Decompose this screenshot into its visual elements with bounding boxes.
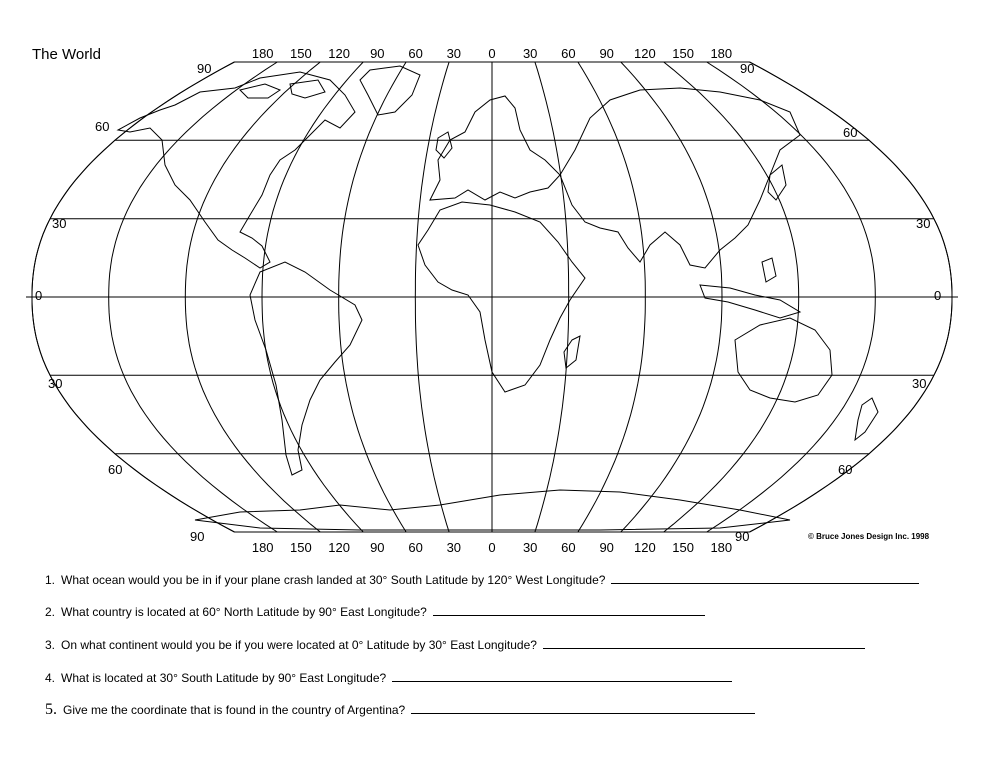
longitude-label-top: 150	[672, 46, 694, 61]
question-4	[45, 670, 732, 685]
longitude-label-top: 90	[599, 46, 614, 61]
longitude-labels-top	[252, 46, 732, 61]
longitude-label-top: 30	[522, 46, 538, 61]
graticule	[26, 62, 958, 532]
longitude-label-bottom: 30	[522, 540, 538, 555]
lat-label-90-south-left: 90	[190, 529, 205, 544]
lat-label-30-north-left: 30	[52, 216, 67, 231]
longitude-label-bottom: 90	[599, 540, 614, 555]
indonesia-outline	[700, 258, 800, 318]
answer-blank-3[interactable]	[543, 637, 865, 649]
answer-blank-2[interactable]	[433, 604, 705, 616]
lat-label-60-north-left: 60	[95, 119, 110, 134]
answer-blank-1[interactable]	[611, 572, 919, 584]
question-5-number: 5.	[45, 701, 57, 718]
longitude-label-top: 150	[290, 46, 312, 61]
lat-label-30-north-right: 30	[916, 216, 931, 231]
longitude-label-top: 180	[710, 46, 733, 61]
south-america-outline	[250, 262, 362, 475]
lat-label-60-south-right: 60	[838, 462, 853, 477]
asia-outline	[560, 88, 800, 268]
lat-label-90-north-left: 90	[197, 61, 212, 76]
question-2-text: What country is located at 60° North Latitude by 90° East Longitude?	[61, 605, 427, 619]
longitude-label-bottom: 150	[672, 540, 694, 555]
question-1	[45, 572, 919, 587]
question-2	[45, 604, 705, 619]
lat-label-90-south-right: 90	[735, 529, 750, 544]
question-2-number: 2.	[45, 605, 56, 619]
lat-label-90-north-right: 90	[740, 61, 755, 76]
arctic-islands-outline	[240, 80, 325, 98]
north-america-outline	[118, 72, 355, 268]
longitude-label-bottom: 0	[488, 540, 496, 555]
lat-label-equator-left: 0	[35, 288, 43, 303]
new-zealand-outline	[855, 398, 878, 440]
longitude-label-top: 120	[328, 46, 350, 61]
longitude-label-bottom: 180	[251, 540, 274, 555]
continents	[118, 66, 878, 530]
question-3-text: On what continent would you be if you were located at 0° Latitude by 30° East Longitude?	[61, 638, 537, 652]
longitude-label-bottom: 30	[446, 540, 462, 555]
longitude-label-bottom: 60	[561, 540, 576, 555]
longitude-label-bottom: 180	[710, 540, 733, 555]
europe-outline	[430, 96, 560, 200]
longitude-label-bottom: 60	[408, 540, 423, 555]
british-isles-outline	[436, 132, 452, 158]
longitude-label-top: 120	[634, 46, 656, 61]
longitude-label-bottom: 90	[370, 540, 385, 555]
copyright-symbol: ©	[808, 532, 814, 541]
lat-label-30-south-left: 30	[48, 376, 63, 391]
copyright-credit	[808, 532, 930, 541]
question-1-text: What ocean would you be in if your plane crash landed at 30° South Latitude by 120° West Longitude?	[61, 573, 606, 587]
longitude-label-bottom: 150	[290, 540, 312, 555]
longitude-label-top: 30	[446, 46, 462, 61]
lat-label-30-south-right: 30	[912, 376, 927, 391]
question-5-text: Give me the coordinate that is found in the country of Argentina?	[63, 703, 406, 717]
lat-label-equator-right: 0	[934, 288, 942, 303]
longitude-labels-bottom	[252, 540, 732, 555]
longitude-label-top: 60	[408, 46, 423, 61]
longitude-label-top: 0	[488, 46, 496, 61]
copyright-text: Bruce Jones Design Inc. 1998	[816, 532, 930, 541]
map-title: The World	[32, 46, 101, 63]
question-3-number: 3.	[45, 638, 56, 652]
australia-outline	[735, 318, 832, 402]
longitude-label-top: 60	[561, 46, 576, 61]
lat-label-60-south-left: 60	[108, 462, 123, 477]
longitude-label-bottom: 120	[328, 540, 350, 555]
question-3	[45, 637, 865, 652]
answer-blank-5[interactable]	[411, 702, 755, 714]
longitude-label-top: 180	[251, 46, 274, 61]
longitude-label-top: 90	[370, 46, 385, 61]
question-4-text: What is located at 30° South Latitude by 90° East Longitude?	[61, 671, 387, 685]
longitude-label-bottom: 120	[634, 540, 656, 555]
question-1-number: 1.	[45, 573, 56, 587]
lat-label-60-north-right: 60	[843, 125, 858, 140]
question-5	[45, 701, 755, 719]
answer-blank-4[interactable]	[392, 670, 732, 682]
question-4-number: 4.	[45, 671, 56, 685]
